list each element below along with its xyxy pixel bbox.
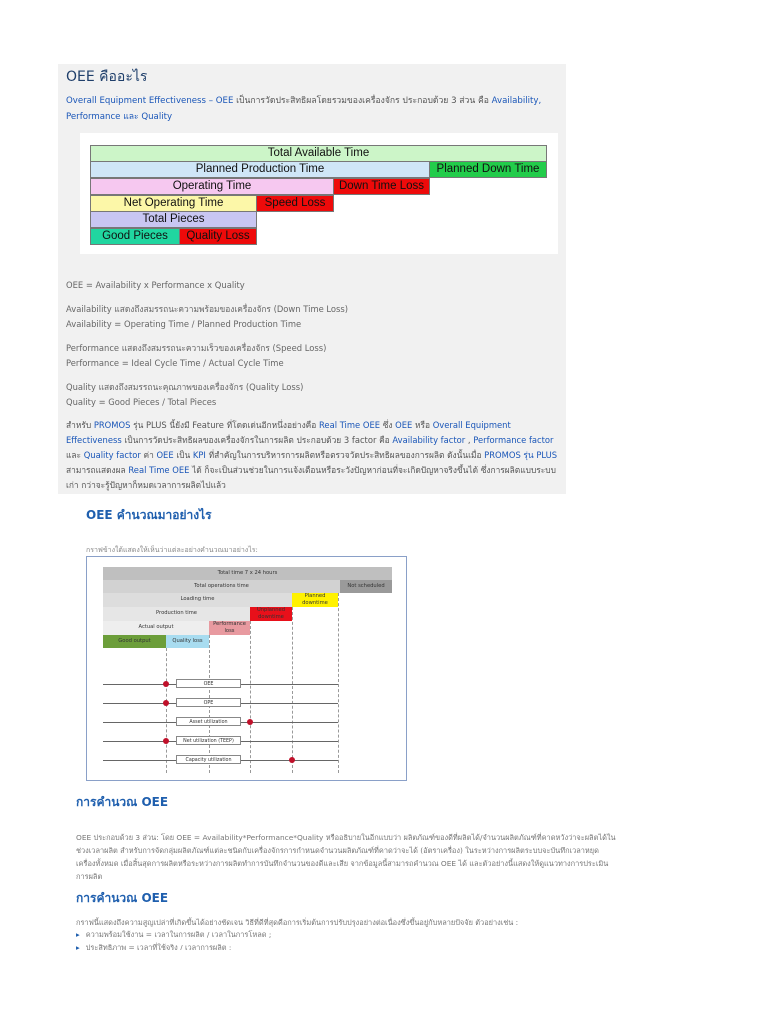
cell-speed-loss: Speed Loss <box>256 195 334 212</box>
performance-desc: Performance แสดงถึงสมรรถนะความเร็วของเครื่องจักร (Speed Loss) <box>66 343 327 353</box>
availability-formula: Availability = Operating Time / Planned Production Time <box>66 319 302 329</box>
oee-link-2[interactable]: OEE <box>395 420 413 430</box>
quality-factor-link[interactable]: Quality factor <box>83 450 141 460</box>
bullet-performance: ▸ ประสิทธิภาพ = เวลาที่ใช้จริง / เวลาการผลิต ; <box>76 943 232 950</box>
promos-plus-link[interactable]: PROMOS รุ่น PLUS <box>484 450 558 460</box>
d-dot-capacity <box>289 757 295 763</box>
d-good-output: Good output <box>103 635 166 648</box>
oee-link-3[interactable]: OEE <box>156 450 174 460</box>
d-planned-downtime: Planned downtime <box>292 593 338 607</box>
d-quality-loss: Quality loss <box>166 635 209 648</box>
cell-net-operating: Net Operating Time <box>90 195 257 212</box>
performance-factor-link[interactable]: Performance factor <box>473 435 554 445</box>
cell-quality-loss: Quality Loss <box>179 228 257 245</box>
cell-good-pieces: Good Pieces <box>90 228 180 245</box>
section-title-calculation-2: การคำนวณ OEE <box>76 891 169 905</box>
quality-desc: Quality แสดงถึงสมรรถนะคุณภาพของเครื่องจักร (Quality Loss) <box>66 382 304 392</box>
d-dot-asset <box>247 719 253 725</box>
d-total-ops: Total operations time <box>103 580 340 593</box>
realtime-oee-link-2[interactable]: Real Time OEE <box>128 465 190 475</box>
cell-operating: Operating Time <box>90 178 334 195</box>
d-asset-box: Asset utilization <box>176 717 241 726</box>
oee-time-table <box>80 133 558 254</box>
d-loading: Loading time <box>103 593 292 607</box>
oee-link[interactable]: Overall Equipment Effectiveness – OEE <box>66 96 234 106</box>
d-dot-ope <box>163 700 169 706</box>
oee-calculation-diagram <box>86 556 407 781</box>
performance-formula: Performance = Ideal Cycle Time / Actual Cycle Time <box>66 358 284 368</box>
d-ope-box: OPE <box>176 698 241 707</box>
section-title-calculation: การคำนวณ OEE <box>76 795 169 809</box>
section-title-how-calculated: OEE คำนวณมาอย่างไร <box>86 508 212 522</box>
factors-link[interactable]: Availability, Performance และ Quality <box>66 96 542 122</box>
availability-desc: Availability แสดงถึงสมรรถนะความพร้อมของเครื่องจักร (Down Time Loss) <box>66 304 349 314</box>
calculation-paragraph: OEE ประกอบด้วย 3 ส่วน: โดย OEE = Availability*Performance*Quality หรืออธิบายในอีกแบบว่า ผลิตภัณฑ์ของดีที่ผลิตได้/จำนวนผลิตภัณฑ์ที่คาดหวังว่าจะผลิตได้ในช่วงเวลาผลิต สำหรับการจัดกลุ่มผลิตภัณฑ์แต่ละชนิดกับเครื่องจักรการกำหนดจำนวนผลิตภัณฑ์ที่คาดว่าจะได้ (อัตราเครื่อง) ในระหว่างการผลิตระบบจะบันทึกเวลาหยุดเครื่องทั้งหมด เมื่อสิ้นสุดการผลิตหรือระหว่างการผลิตทำการบันทึกจำนวนของดีและเสีย จากข้อมูลนี้สามารถคำนวณ OEE ได้ และตัวอย่างนี้แสดงให้ดูแนวทางการประเมินการผลิต <box>76 833 616 881</box>
d-capacity-box: Capacity utilization <box>176 755 241 764</box>
cell-total-available: Total Available Time <box>90 145 547 162</box>
d-net-box: Net utilization (TEEP) <box>176 736 241 745</box>
realtime-oee-link[interactable]: Real Time OEE <box>318 420 381 430</box>
cell-planned-down: Planned Down Time <box>429 161 547 178</box>
section-title-what-is-oee: OEE คืออะไร <box>66 69 148 85</box>
intro-paragraph: Overall Equipment Effectiveness – OEE เป็นการวัดประสิทธิผลโดยรวมของเครื่องจักร ประกอบด้วย 3 ส่วน คือ Availability, Performance และ Quality <box>66 96 542 122</box>
promos-paragraph: สำหรับ PROMOS รุ่น PLUS นี้ยังมี Feature ที่โดดเด่นอีกหนึ่งอย่างคือ Real Time OEE ซึ่ง OEE หรือ Overall Equipment Effectiveness เป็นการวัดประสิทธิผลของเครื่องจักรในการผลิต ประกอบด้วย 3 factor คือ Availability factor , Performance factor และ Quality factor ค่า OEE เป็น KPI ที่สำคัญในการบริหารการผลิตหรือตรวจวัดประสิทธิผลของการผลิต ดังนั้นเมื่อ PROMOS รุ่น PLUS สามารถแสดงผล Real Time OEE ได้ ก็จะเป็นส่วนช่วยในการแจ้งเตือนหรือระวังปัญหาก่อนที่จะเกิดปัญหาจริงขึ้นได้ ซึ่งการผลิตแบบระบบเก่า กว่าจะรู้ปัญหาก็หมดเวลาการผลิตไปแล้ว <box>66 420 558 490</box>
availability-factor-link[interactable]: Availability factor <box>392 435 466 445</box>
quality-formula: Quality = Good Pieces / Total Pieces <box>66 397 217 407</box>
d-unplanned: Unplanned downtime <box>250 607 292 621</box>
d-dot-oee <box>163 681 169 687</box>
cell-planned-production: Planned Production Time <box>90 161 430 178</box>
oee-full-link[interactable]: Overall Equipment Effectiveness <box>66 420 511 445</box>
d-total-time: Total time 7 x 24 hours <box>103 567 392 580</box>
cell-total-pieces: Total Pieces <box>90 211 257 228</box>
cell-down-loss: Down Time Loss <box>333 178 430 195</box>
d-oee-box: OEE <box>176 679 241 688</box>
bullet-availability: ▸ ความพร้อมใช้งาน = เวลาในการผลิต / เวลาในการโหลด ; <box>76 930 272 939</box>
losses-paragraph: กราฟนี้แสดงถึงความสูญเปล่าที่เกิดขึ้นได้อย่างชัดเจน วิธีที่ดีที่สุดคือการเริ่มต้นการปรับปรุงอย่างต่อเนื่องซึ่งขึ้นอยู่กับหลายปัจจัย ตัวอย่างเช่น : <box>76 918 519 927</box>
oee-formula: OEE = Availability x Performance x Quality <box>66 280 245 290</box>
d-production: Production time <box>103 607 250 621</box>
d-dot-net <box>163 738 169 744</box>
d-perf-loss: Performance loss <box>209 621 250 635</box>
d-not-scheduled: Not scheduled <box>340 580 392 593</box>
diagram-caption: กราฟข้างใต้แสดงให้เห็นว่าแต่ละอย่างคำนวณมาอย่างไร: <box>86 546 258 554</box>
kpi-link[interactable]: KPI <box>192 450 206 460</box>
promos-link[interactable]: PROMOS <box>93 420 131 430</box>
d-actual-output: Actual output <box>103 621 209 635</box>
